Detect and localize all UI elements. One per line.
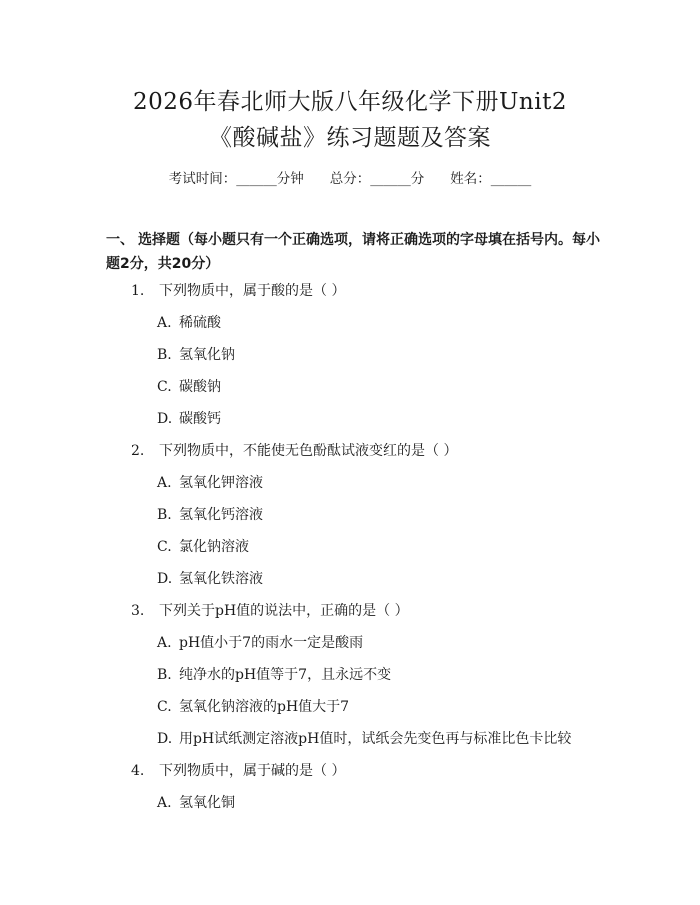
option-2d — [157, 569, 263, 589]
option-3a — [157, 633, 363, 653]
option-letter: A. — [157, 475, 172, 491]
option-letter: B. — [157, 507, 172, 523]
question-text: 下列物质中，属于酸的是（ ） — [159, 283, 346, 299]
option-letter: B. — [157, 667, 172, 683]
option-letter: A. — [157, 315, 172, 331]
option-text: 碳酸钠 — [179, 379, 221, 395]
option-letter: C. — [157, 379, 172, 395]
question-number: 4. — [131, 763, 145, 779]
option-3c — [157, 697, 349, 717]
section-text-line2: 题2分，共20分） — [106, 256, 220, 272]
option-1c — [157, 377, 221, 397]
option-3d — [157, 729, 571, 749]
option-3b — [157, 665, 391, 685]
option-letter: C. — [157, 539, 172, 555]
section-number: 一、 — [106, 232, 134, 248]
option-text: 纯净水的pH值等于7，且永远不变 — [179, 667, 392, 683]
option-letter: C. — [157, 699, 172, 715]
option-text: 氢氧化钠溶液的pH值大于7 — [179, 699, 350, 715]
option-2b — [157, 505, 263, 525]
option-text: 氯化钠溶液 — [179, 539, 249, 555]
question-number: 3. — [131, 603, 145, 619]
question-text: 下列物质中，不能使无色酚酞试液变红的是（ ） — [159, 443, 458, 459]
option-text: pH值小于7的雨水一定是酸雨 — [179, 635, 364, 651]
option-2a — [157, 473, 263, 493]
option-letter: A. — [157, 635, 172, 651]
document-title-line2: 《酸碱盐》练习题题及答案 — [209, 125, 491, 151]
option-1a — [157, 313, 221, 333]
question-1 — [131, 281, 345, 301]
document-title-line1: 2026年春北师大版八年级化学下册Unit2 — [133, 89, 567, 115]
option-2c — [157, 537, 249, 557]
option-text: 碳酸钙 — [179, 411, 221, 427]
option-text: 氢氧化钾溶液 — [179, 475, 263, 491]
option-1b — [157, 345, 235, 365]
section-text-line1: 选择题（每小题只有一个正确选项，请将正确选项的字母填在括号内。每小 — [138, 232, 600, 248]
exam-name-label: 姓名：______ — [450, 171, 532, 187]
section-heading — [106, 228, 606, 276]
option-letter: D. — [157, 571, 173, 587]
question-text: 下列物质中，属于碱的是（ ） — [159, 763, 346, 779]
option-text: 氢氧化铜 — [179, 795, 235, 811]
option-4a — [157, 793, 235, 813]
exam-score-label: 总分：______分 — [329, 171, 425, 187]
question-number: 2. — [131, 443, 145, 459]
exam-time-label: 考试时间：______分钟 — [168, 171, 304, 187]
option-letter: D. — [157, 731, 173, 747]
option-text: 氢氧化铁溶液 — [179, 571, 263, 587]
question-4 — [131, 761, 345, 781]
question-text: 下列关于pH值的说法中，正确的是（ ） — [159, 603, 409, 619]
option-letter: A. — [157, 795, 172, 811]
exam-meta — [0, 167, 700, 187]
question-3 — [131, 601, 409, 621]
option-text: 用pH试纸测定溶液pH值时，试纸会先变色再与标准比色卡比较 — [179, 731, 572, 747]
option-text: 稀硫酸 — [179, 315, 221, 331]
question-number: 1. — [131, 283, 145, 299]
option-text: 氢氧化钠 — [179, 347, 235, 363]
option-letter: B. — [157, 347, 172, 363]
option-letter: D. — [157, 411, 173, 427]
question-2 — [131, 441, 457, 461]
option-1d — [157, 409, 221, 429]
option-text: 氢氧化钙溶液 — [179, 507, 263, 523]
